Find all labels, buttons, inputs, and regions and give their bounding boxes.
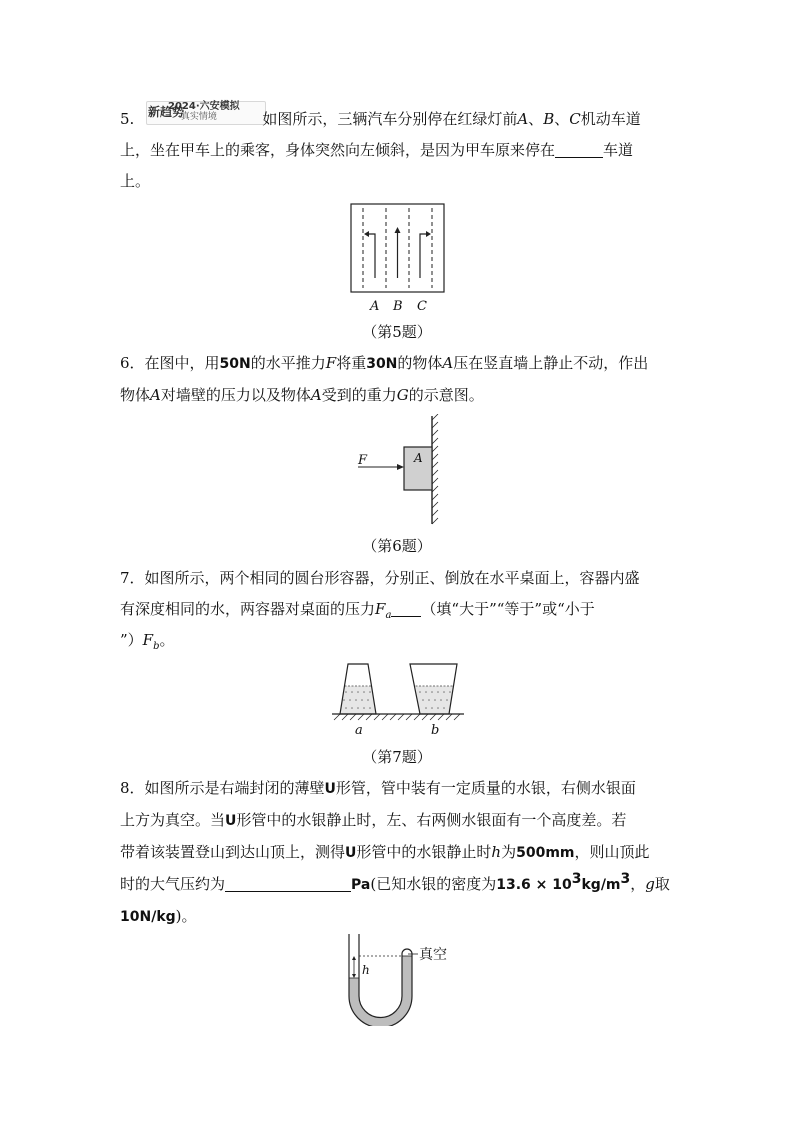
q6-text: 6．在图中，用 — [120, 354, 220, 372]
q8-text: 形管，管中装有一定质量的水银，右侧水银面 — [335, 779, 636, 797]
q5-answer-blank[interactable] — [555, 139, 603, 158]
q8-density-unit-exp: 3 — [620, 871, 631, 887]
q6-symbol-a: A — [310, 386, 322, 404]
arrow-head — [364, 231, 369, 237]
q8-text: 形管中的水银静止时，左、右两侧水银面有一个高度差。若 — [236, 811, 627, 829]
q8-text: 取 — [654, 875, 670, 893]
q7-subscript-b: b — [153, 641, 160, 652]
q8-text: ， — [630, 875, 646, 893]
q8-density: 13.6 × 10 — [496, 877, 572, 893]
q7-text: 。 — [159, 631, 175, 649]
lane-label-b: B — [393, 299, 403, 314]
badge-year-label: 2024·六安模拟 — [168, 101, 240, 112]
q6-symbol-f: F — [325, 354, 337, 372]
q6-text: 压在竖直墙上静止不动，作出 — [453, 354, 649, 372]
table-hatching — [334, 714, 460, 720]
q6-line1 — [120, 348, 680, 380]
q8-line1 — [120, 773, 680, 805]
arrow-head — [426, 231, 431, 237]
q6-symbol-g: G — [396, 386, 409, 404]
q5-text: 如图所示，三辆汽车分别停在红绿灯前 — [262, 110, 518, 128]
arrow-head — [397, 464, 404, 470]
q5-line3 — [120, 166, 680, 197]
water-a — [340, 686, 376, 714]
q8-g-value: 10N/kg — [120, 909, 176, 925]
q7-text: ”） — [120, 631, 143, 649]
q8-text: 8．如图所示是右端封闭的薄壁 — [120, 779, 325, 797]
q5-lane-c: C — [569, 110, 581, 128]
q7-line2 — [120, 594, 680, 625]
q8-answer-blank[interactable] — [225, 873, 351, 892]
block-label-a: A — [414, 451, 423, 465]
figure-8-u-tube — [340, 930, 460, 1026]
q7-symbol-fa: F — [375, 600, 386, 618]
q8-text: ，则山顶此 — [574, 843, 650, 861]
q5-sep: 、 — [554, 110, 570, 128]
q5-text: 上。 — [120, 172, 151, 190]
q7-answer-blank[interactable] — [391, 598, 421, 617]
container-label-a: a — [355, 723, 363, 738]
q8-density-exp: 3 — [571, 871, 582, 887]
q8-symbol-g: g — [645, 875, 655, 893]
q8-h-value: 500mm — [516, 845, 575, 861]
q6-text: 受到的重力 — [321, 386, 397, 404]
q8-text: 形管中的水银静止时 — [356, 843, 492, 861]
q6-text: 的物体 — [397, 354, 443, 372]
height-label-h: h — [362, 963, 370, 977]
q6-text: 的示意图。 — [408, 386, 484, 404]
q7-text: 7．如图所示，两个相同的圆台形容器，分别正、倒放在水平桌面上，容器内盛 — [120, 569, 640, 587]
q6-text: 的水平推力 — [250, 354, 326, 372]
q5-number: 5. — [120, 110, 135, 128]
arrow-head — [352, 974, 356, 978]
q6-text: 物体 — [120, 386, 151, 404]
q6-caption: （第6题） — [362, 537, 432, 555]
force-label-f: F — [358, 453, 368, 468]
q8-u: U — [324, 781, 336, 797]
question-7 — [120, 563, 680, 656]
badge-sub-label: ·真实情境 — [178, 112, 217, 122]
lane-label-a: A — [370, 299, 380, 314]
q8-text: (已知水银的密度为 — [370, 875, 497, 893]
q5-lane-a: A — [517, 110, 529, 128]
q5-text: 车道 — [603, 141, 634, 159]
vacuum-label: 真空 — [419, 947, 447, 963]
figure-6-block-wall — [352, 414, 452, 528]
arrow-head — [352, 956, 356, 960]
q8-unit-pa: Pa — [351, 877, 371, 893]
q6-text: 将重 — [336, 354, 367, 372]
q7-text: （填“大于”“等于”或“小于 — [421, 600, 595, 618]
q5-sep: 、 — [528, 110, 544, 128]
q5-text: 上，坐在甲车上的乘客，身体突然向左倾斜，是因为甲车原来停在 — [120, 141, 556, 159]
q8-text: 带着该装置登山到达山顶上，测得 — [120, 843, 346, 861]
wall-hatching — [432, 414, 438, 524]
q8-u: U — [225, 813, 237, 829]
question-6 — [120, 348, 680, 411]
q7-caption: （第7题） — [362, 748, 432, 766]
q7-text: 有深度相同的水，两容器对桌面的压力 — [120, 600, 376, 618]
figure-7-containers — [330, 660, 466, 740]
figure-5-lanes — [348, 202, 448, 317]
q8-line5 — [120, 901, 680, 933]
q8-text: )。 — [175, 907, 197, 925]
question-5 — [120, 104, 680, 197]
q6-symbol-a: A — [150, 386, 161, 404]
q8-line2 — [120, 805, 680, 837]
container-label-b: b — [431, 723, 440, 738]
q8-u: U — [345, 845, 357, 861]
q5-line2 — [120, 135, 680, 166]
q7-line3 — [120, 625, 680, 656]
q8-text: 时的大气压约为 — [120, 875, 226, 893]
q6-weight: 30N — [366, 356, 398, 372]
q5-lane-b: B — [543, 110, 555, 128]
q8-line3 — [120, 837, 680, 869]
q5-caption: （第5题） — [362, 323, 432, 341]
q6-line2 — [120, 380, 680, 411]
q8-line4 — [120, 869, 680, 901]
badge-brand: 新趋势 — [148, 105, 185, 119]
arrow-head — [395, 227, 401, 233]
lane-label-c: C — [417, 299, 427, 314]
q7-line1 — [120, 563, 680, 594]
q5-line1 — [120, 104, 680, 135]
question-8 — [120, 773, 680, 933]
q7-subscript-a: a — [385, 610, 392, 621]
q8-text: 为 — [501, 843, 517, 861]
q8-density-unit: kg/m — [581, 877, 621, 893]
q6-text: 对墙壁的压力以及物体 — [160, 386, 311, 404]
left-turn-arrow — [366, 234, 375, 278]
q5-text: 机动车道 — [580, 110, 641, 128]
q7-symbol-fb: F — [142, 631, 154, 649]
right-turn-arrow — [420, 234, 429, 278]
q6-symbol-a: A — [442, 354, 454, 372]
q8-symbol-h: h — [491, 843, 502, 861]
q8-text: 上方为真空。当 — [120, 811, 226, 829]
q6-push-force: 50N — [219, 356, 251, 372]
